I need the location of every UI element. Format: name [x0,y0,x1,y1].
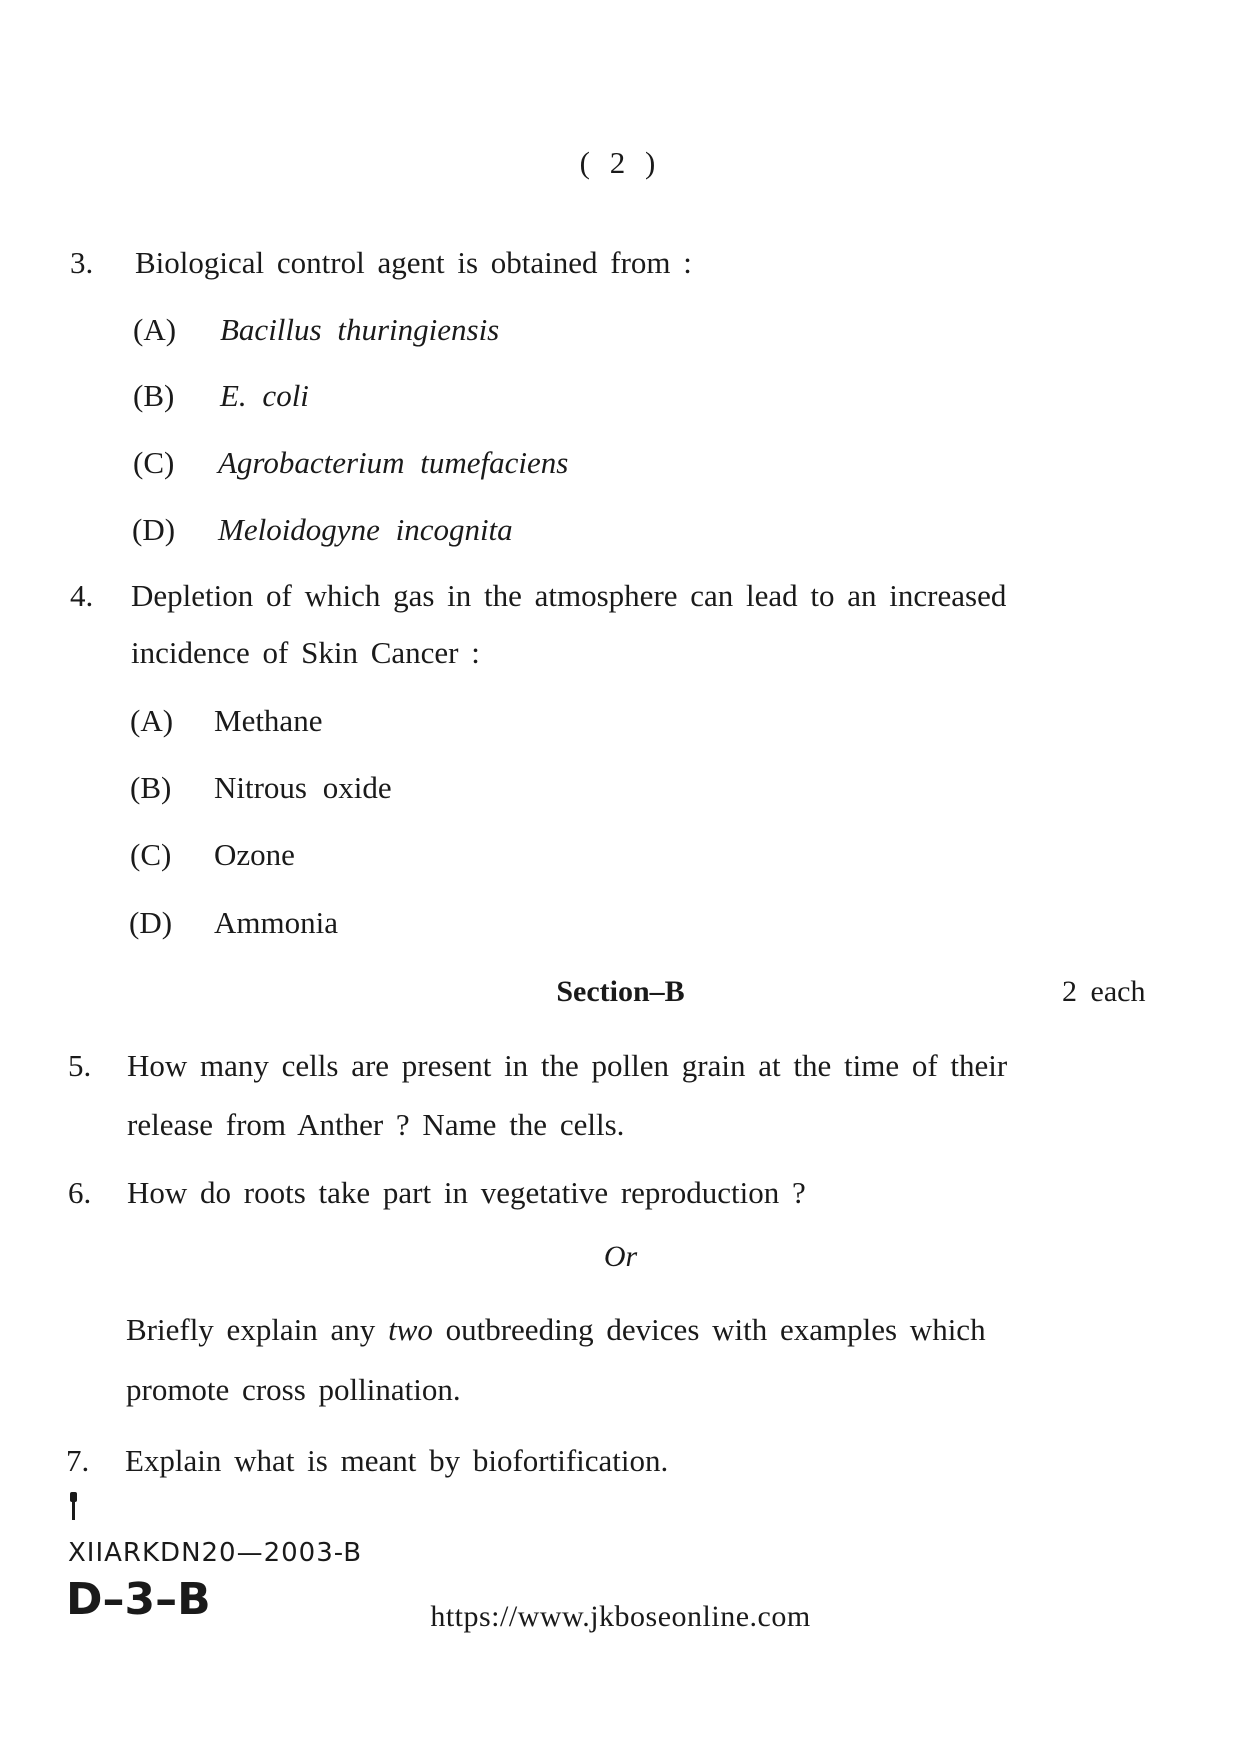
question-3-option-a-letter: (A) [133,312,177,347]
question-6-alt-text-emphasis: two [388,1312,433,1347]
question-4-option-d-letter: (D) [129,905,173,940]
question-4-text-line-1: Depletion of which gas in the atmosphere can lead to an increased [131,578,1007,613]
question-6-alt-text-line-2: promote cross pollination. [126,1372,461,1407]
question-6-alt-text-after: outbreeding devices with examples which [432,1312,986,1347]
question-7-text: Explain what is meant by biofortification. [125,1443,669,1478]
question-3-option-b-text: E. coli [220,378,309,413]
question-3-option-b-letter: (B) [133,378,175,413]
paper-code: XIIARKDN20—2003-B [68,1538,363,1568]
question-4-number: 4. [70,578,94,613]
question-3-text: Biological control agent is obtained from : [135,245,692,280]
question-3-option-a-text: Bacillus thuringiensis [220,312,500,347]
question-4-option-d-text: Ammonia [214,905,338,940]
question-4-text-line-2: incidence of Skin Cancer : [131,635,480,670]
question-4-option-b-text: Nitrous oxide [214,770,392,805]
tick-mark [72,1492,75,1520]
source-url: https://www.jkboseonline.com [430,1600,811,1633]
series-code: D–3–B [66,1574,211,1625]
question-6-text: How do roots take part in vegetative reproduction ? [127,1175,806,1210]
question-3-option-d-letter: (D) [132,512,176,547]
question-4-option-c-text: Ozone [214,837,295,872]
question-5-text-line-1: How many cells are present in the pollen grain at the time of their [127,1048,1008,1083]
question-5-number: 5. [68,1048,92,1083]
question-4-option-a-letter: (A) [130,703,174,738]
question-3-option-c-text: Agrobacterium tumefaciens [218,445,569,480]
question-3-option-d-text: Meloidogyne incognita [218,512,513,547]
question-6-alt-text-before: Briefly explain any [126,1312,389,1347]
section-b-title: Section–B [556,975,685,1008]
or-label: Or [603,1240,638,1273]
question-5-text-line-2: release from Anther ? Name the cells. [127,1107,625,1142]
page-number: ( 2 ) [579,145,662,180]
question-4-option-c-letter: (C) [130,837,172,872]
question-3-option-c-letter: (C) [133,445,175,480]
question-4-option-b-letter: (B) [130,770,172,805]
question-4-option-a-text: Methane [214,703,323,738]
question-3-number: 3. [70,245,94,280]
question-7-number: 7. [66,1443,90,1478]
section-b-marks: 2 each [1062,975,1146,1008]
question-6-number: 6. [68,1175,92,1210]
question-6-alt-text-line-1 [126,1312,986,1348]
